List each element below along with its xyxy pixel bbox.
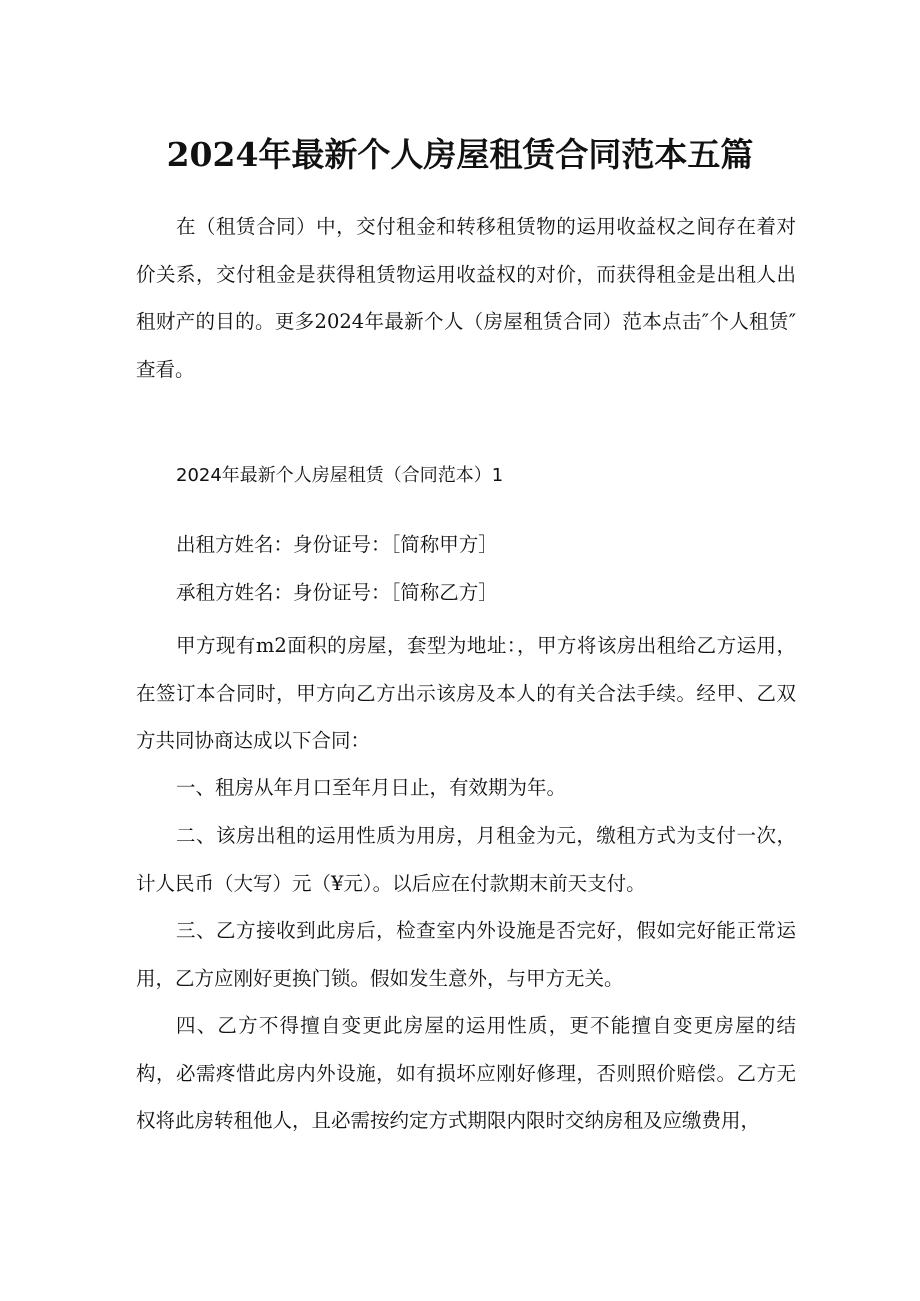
document-title: 2024年最新个人房屋租赁合同范本五篇: [166, 135, 754, 174]
lessee-line: 承租方姓名：身份证号：［简称乙方］: [176, 581, 498, 604]
section-heading: 2024年最新个人房屋租赁（合同范本）1: [176, 465, 504, 486]
clause-2-paragraph: 二、该房出租的运用性质为用房，月租金为元，缴租方式为支付一次，计人民币（大写）元（¥元）。以后应在付款期末前天支付。: [136, 824, 796, 895]
lessor-line: 出租方姓名：身份证号：［简称甲方］: [176, 533, 498, 556]
intro-paragraph: 在（租赁合同）中，交付租金和转移租赁物的运用收益权之间存在着对价关系，交付租金是获得租赁物运用收益权的对价，而获得租金是出租人出租财产的目的。更多2024年最新个人（房屋租赁合同）范本点击″个人租赁″查看。: [136, 215, 796, 381]
clause-4-paragraph: 四、乙方不得擅自变更此房屋的运用性质，更不能擅自变更房屋的结构，必需疼惜此房内外设施，如有损坏应刚好修理，否则照价赔偿。乙方无权将此房转租他人，且必需按约定方式期限内限时交纳房租及应缴费用，: [136, 1014, 796, 1132]
clause-3-paragraph: 三、乙方接收到此房后，检查室内外设施是否完好，假如完好能正常运用，乙方应刚好更换门锁。假如发生意外，与甲方无关。: [136, 919, 796, 990]
clause-intro-paragraph: 甲方现有m2面积的房屋，套型为地址：，甲方将该房出租给乙方运用，在签订本合同时，甲方向乙方出示该房及本人的有关合法手续。经甲、乙双方共同协商达成以下合同：: [136, 634, 796, 752]
clause-1-paragraph: 一、租房从年月口至年月日止，有效期为年。: [176, 776, 567, 799]
